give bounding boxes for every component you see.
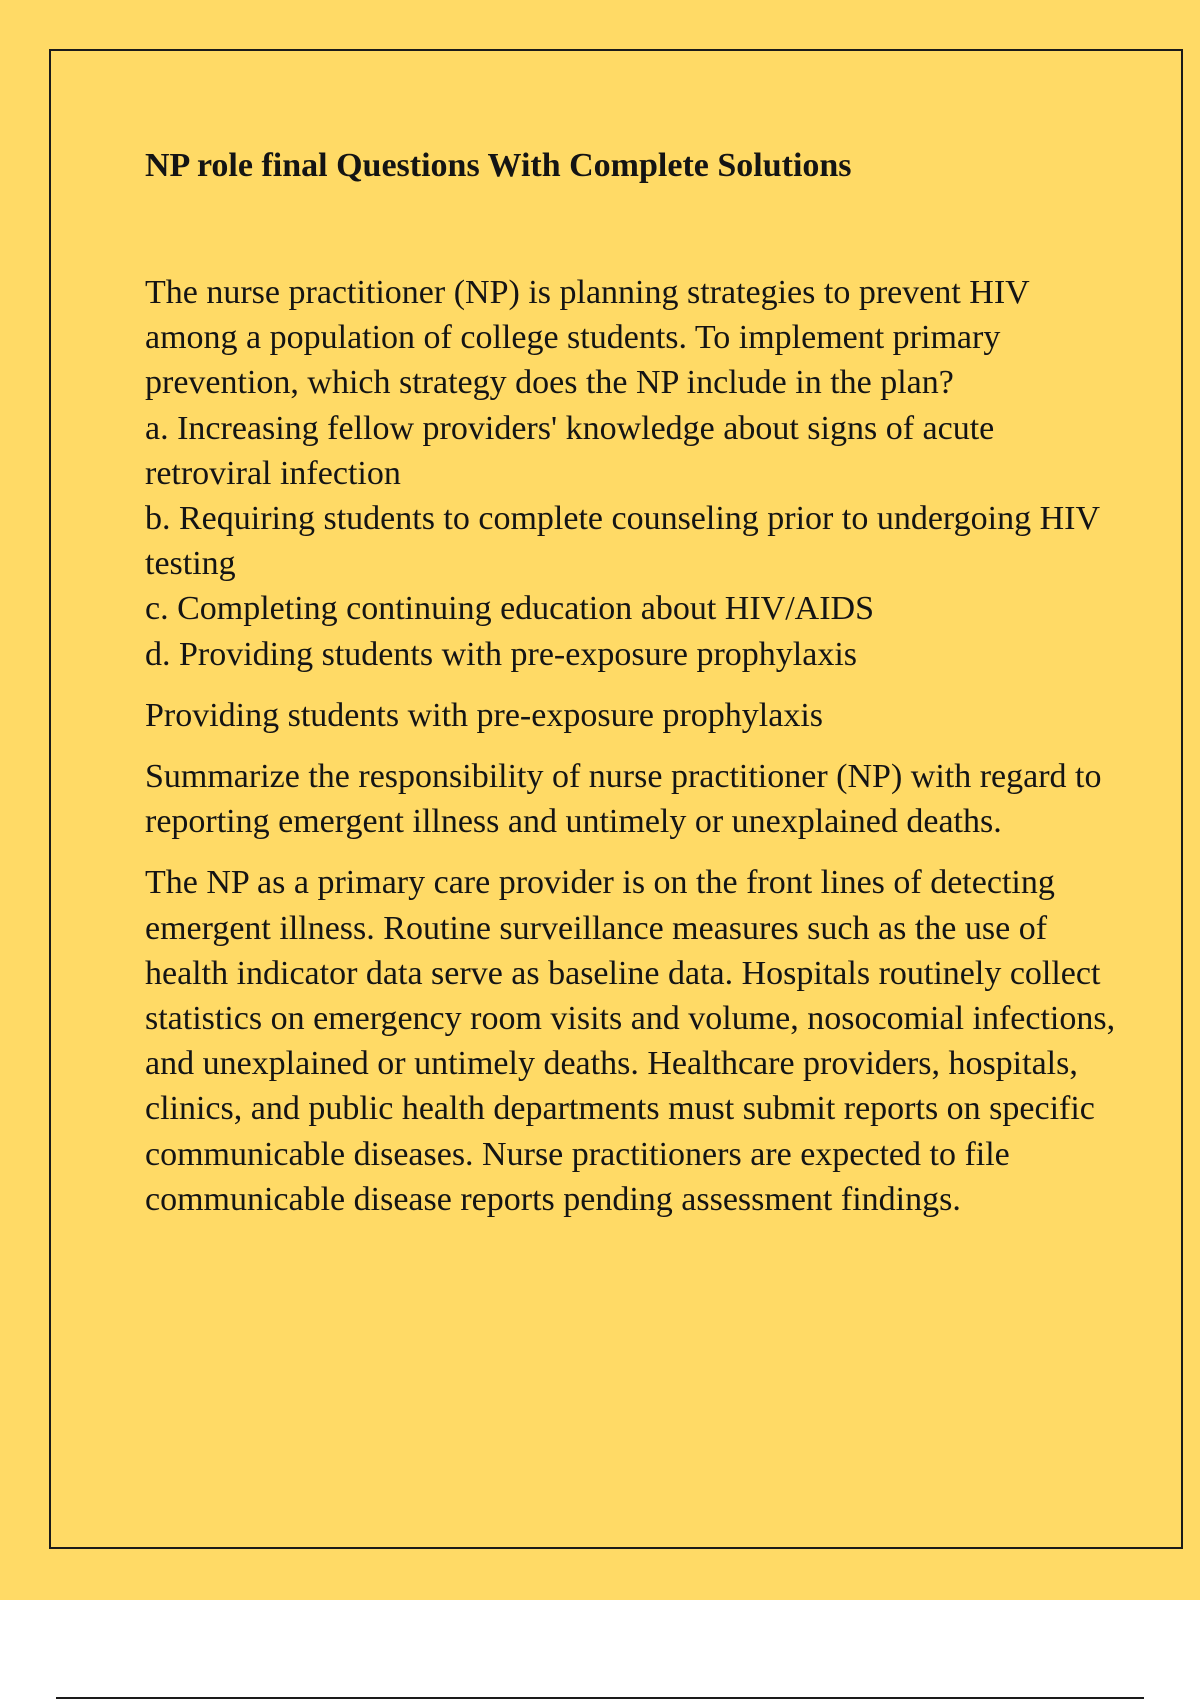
footer-divider [56, 1697, 1144, 1699]
option-a: a. Increasing fellow providers' knowledge about signs of acute retroviral infection [145, 409, 995, 492]
question-2-answer: The NP as a primary care provider is on the front lines of detecting emergent illness. Routine surveillance measures such as the use of health indicator data serve as baseline data. Hospitals routinely collect statistics on emergency room visits and volume, nosocomial infections, and unexplained or untimely deaths. Healthcare providers, hospitals, clinics, and public health departments must submit reports on specific communicable diseases. Nurse practitioners are expected to file communicable disease reports pending assessment findings. [145, 864, 1116, 1218]
document-content [145, 142, 1125, 1222]
question-1-answer: Providing students with pre-exposure prophylaxis [145, 696, 824, 734]
document-title: NP role final Questions With Complete Solutions [145, 147, 852, 184]
question-1 [145, 270, 1125, 738]
question-2 [145, 754, 1125, 1222]
option-c: c. Completing continuing education about HIV/AIDS [145, 590, 874, 628]
option-b: b. Requiring students to complete counseling prior to undergoing HIV testing [145, 500, 1100, 583]
question-2-prompt: Summarize the responsibility of nurse practitioner (NP) with regard to reporting emergent illness and untimely or unexplained deaths. [145, 758, 1102, 841]
option-d: d. Providing students with pre-exposure prophylaxis [145, 635, 858, 673]
question-1-options [145, 406, 1125, 677]
question-1-prompt: The nurse practitioner (NP) is planning strategies to prevent HIV among a population of college students. To implement primary prevention, which strategy does the NP include in the plan? [145, 274, 1030, 402]
